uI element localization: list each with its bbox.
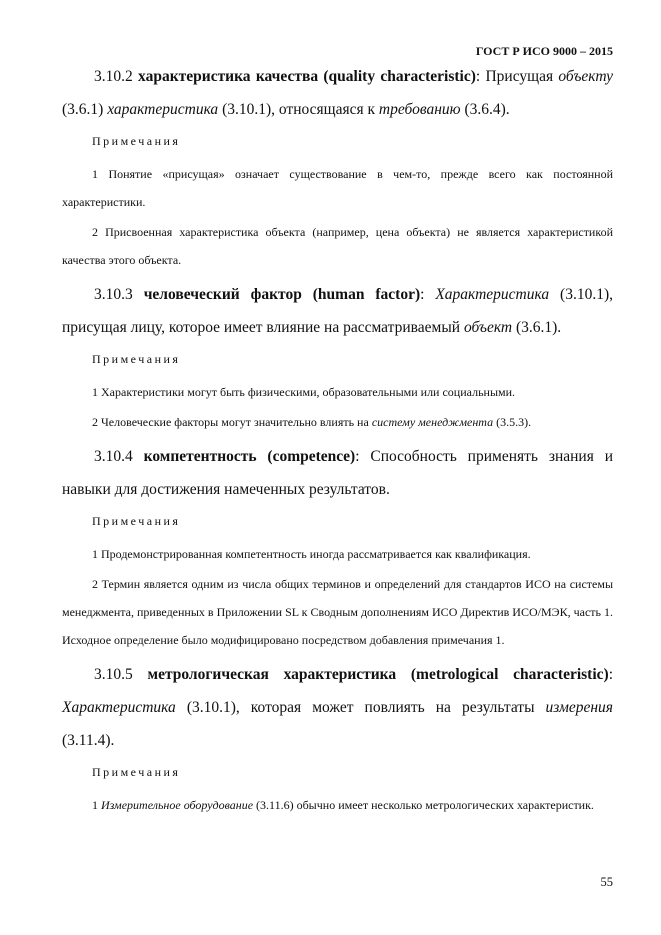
term-reference: объект [463,319,513,336]
term-number: 3.10.2 [94,68,133,85]
notes-label: Примечания [92,352,181,366]
definition-text: : [420,286,436,303]
definition-text: (3.10.1), присущая лицу, которое имеет влияние на рассматриваемый [62,286,614,336]
term-reference: объекту [558,68,614,85]
definition-text: (3.10.1), которая может повлиять на результаты [175,699,546,716]
note-paragraph: 1 Понятие «присущая» означает существование в чем-то, прежде всего как постоянной характеристики. [62,167,613,209]
document-header: ГОСТ Р ИСО 9000 – 2015 [475,44,613,58]
note-text: (3.5.3). [493,415,532,429]
definition-text: : Способность применять знания и навыки для достижения намеченных результатов. [62,448,613,498]
term-entry-3-10-4 [62,440,613,506]
definition-text: : Присущая [475,68,559,85]
definition-text: : [608,666,613,683]
page-content [62,60,613,819]
term-title: характеристика качества (quality characteristic) [138,68,476,85]
term-reference: Измерительное оборудование [101,798,254,812]
note-paragraph: 1 Продемонстрированная компетентность иногда рассматривается как квалификация. [92,547,531,561]
note-paragraph [62,408,613,436]
term-entry-3-10-3 [62,278,613,344]
term-reference: требованию [378,101,461,118]
note-paragraph: 2 Присвоенная характеристика объекта (например, цена объекта) не является характеристикой качества этого объекта. [62,225,613,267]
note-text: (3.11.6) обычно имеет несколько метрологических характеристик. [253,798,594,812]
note-paragraph: 2 Термин является одним из числа общих терминов и определений для стандартов ИСО на системы менеджмента, приведенных в Приложении SL к Сводным дополнениям ИСО Директив ИСО/МЭК, часть 1. Исходное определение было модифицировано посредством добавления примечания 1. [62,577,613,647]
term-reference: Характеристика [62,699,176,716]
notes-label: Примечания [92,514,181,528]
note-text: 1 [92,798,101,812]
definition-text: (3.6.1) [62,101,108,118]
term-entry-3-10-2 [62,60,613,126]
notes-label: Примечания [92,134,181,148]
definition-text: (3.6.1). [512,319,562,336]
notes-label: Примечания [92,765,181,779]
term-entry-3-10-5 [62,658,613,757]
term-number: 3.10.3 [94,286,133,303]
term-title: метрологическая характеристика (metrological characteristic) [147,666,609,683]
note-paragraph [62,791,613,819]
term-title: человеческий фактор (human factor) [143,286,421,303]
term-reference: Характеристика [435,286,550,303]
term-reference: измерения [545,699,613,716]
term-number: 3.10.5 [94,666,133,683]
definition-text: (3.6.4). [460,101,510,118]
term-reference: характеристика [107,101,219,118]
definition-text: (3.11.4). [62,732,115,749]
term-reference: систему менеджмента [371,415,494,429]
note-text: 2 Человеческие факторы могут значительно влиять на [92,415,372,429]
page-number: 55 [600,875,613,889]
term-number: 3.10.4 [94,448,133,465]
note-paragraph: 1 Характеристики могут быть физическими, образовательными или социальными. [92,385,516,399]
term-title: компетентность (competence) [143,448,356,465]
definition-text: (3.10.1), относящаяся к [218,101,379,118]
